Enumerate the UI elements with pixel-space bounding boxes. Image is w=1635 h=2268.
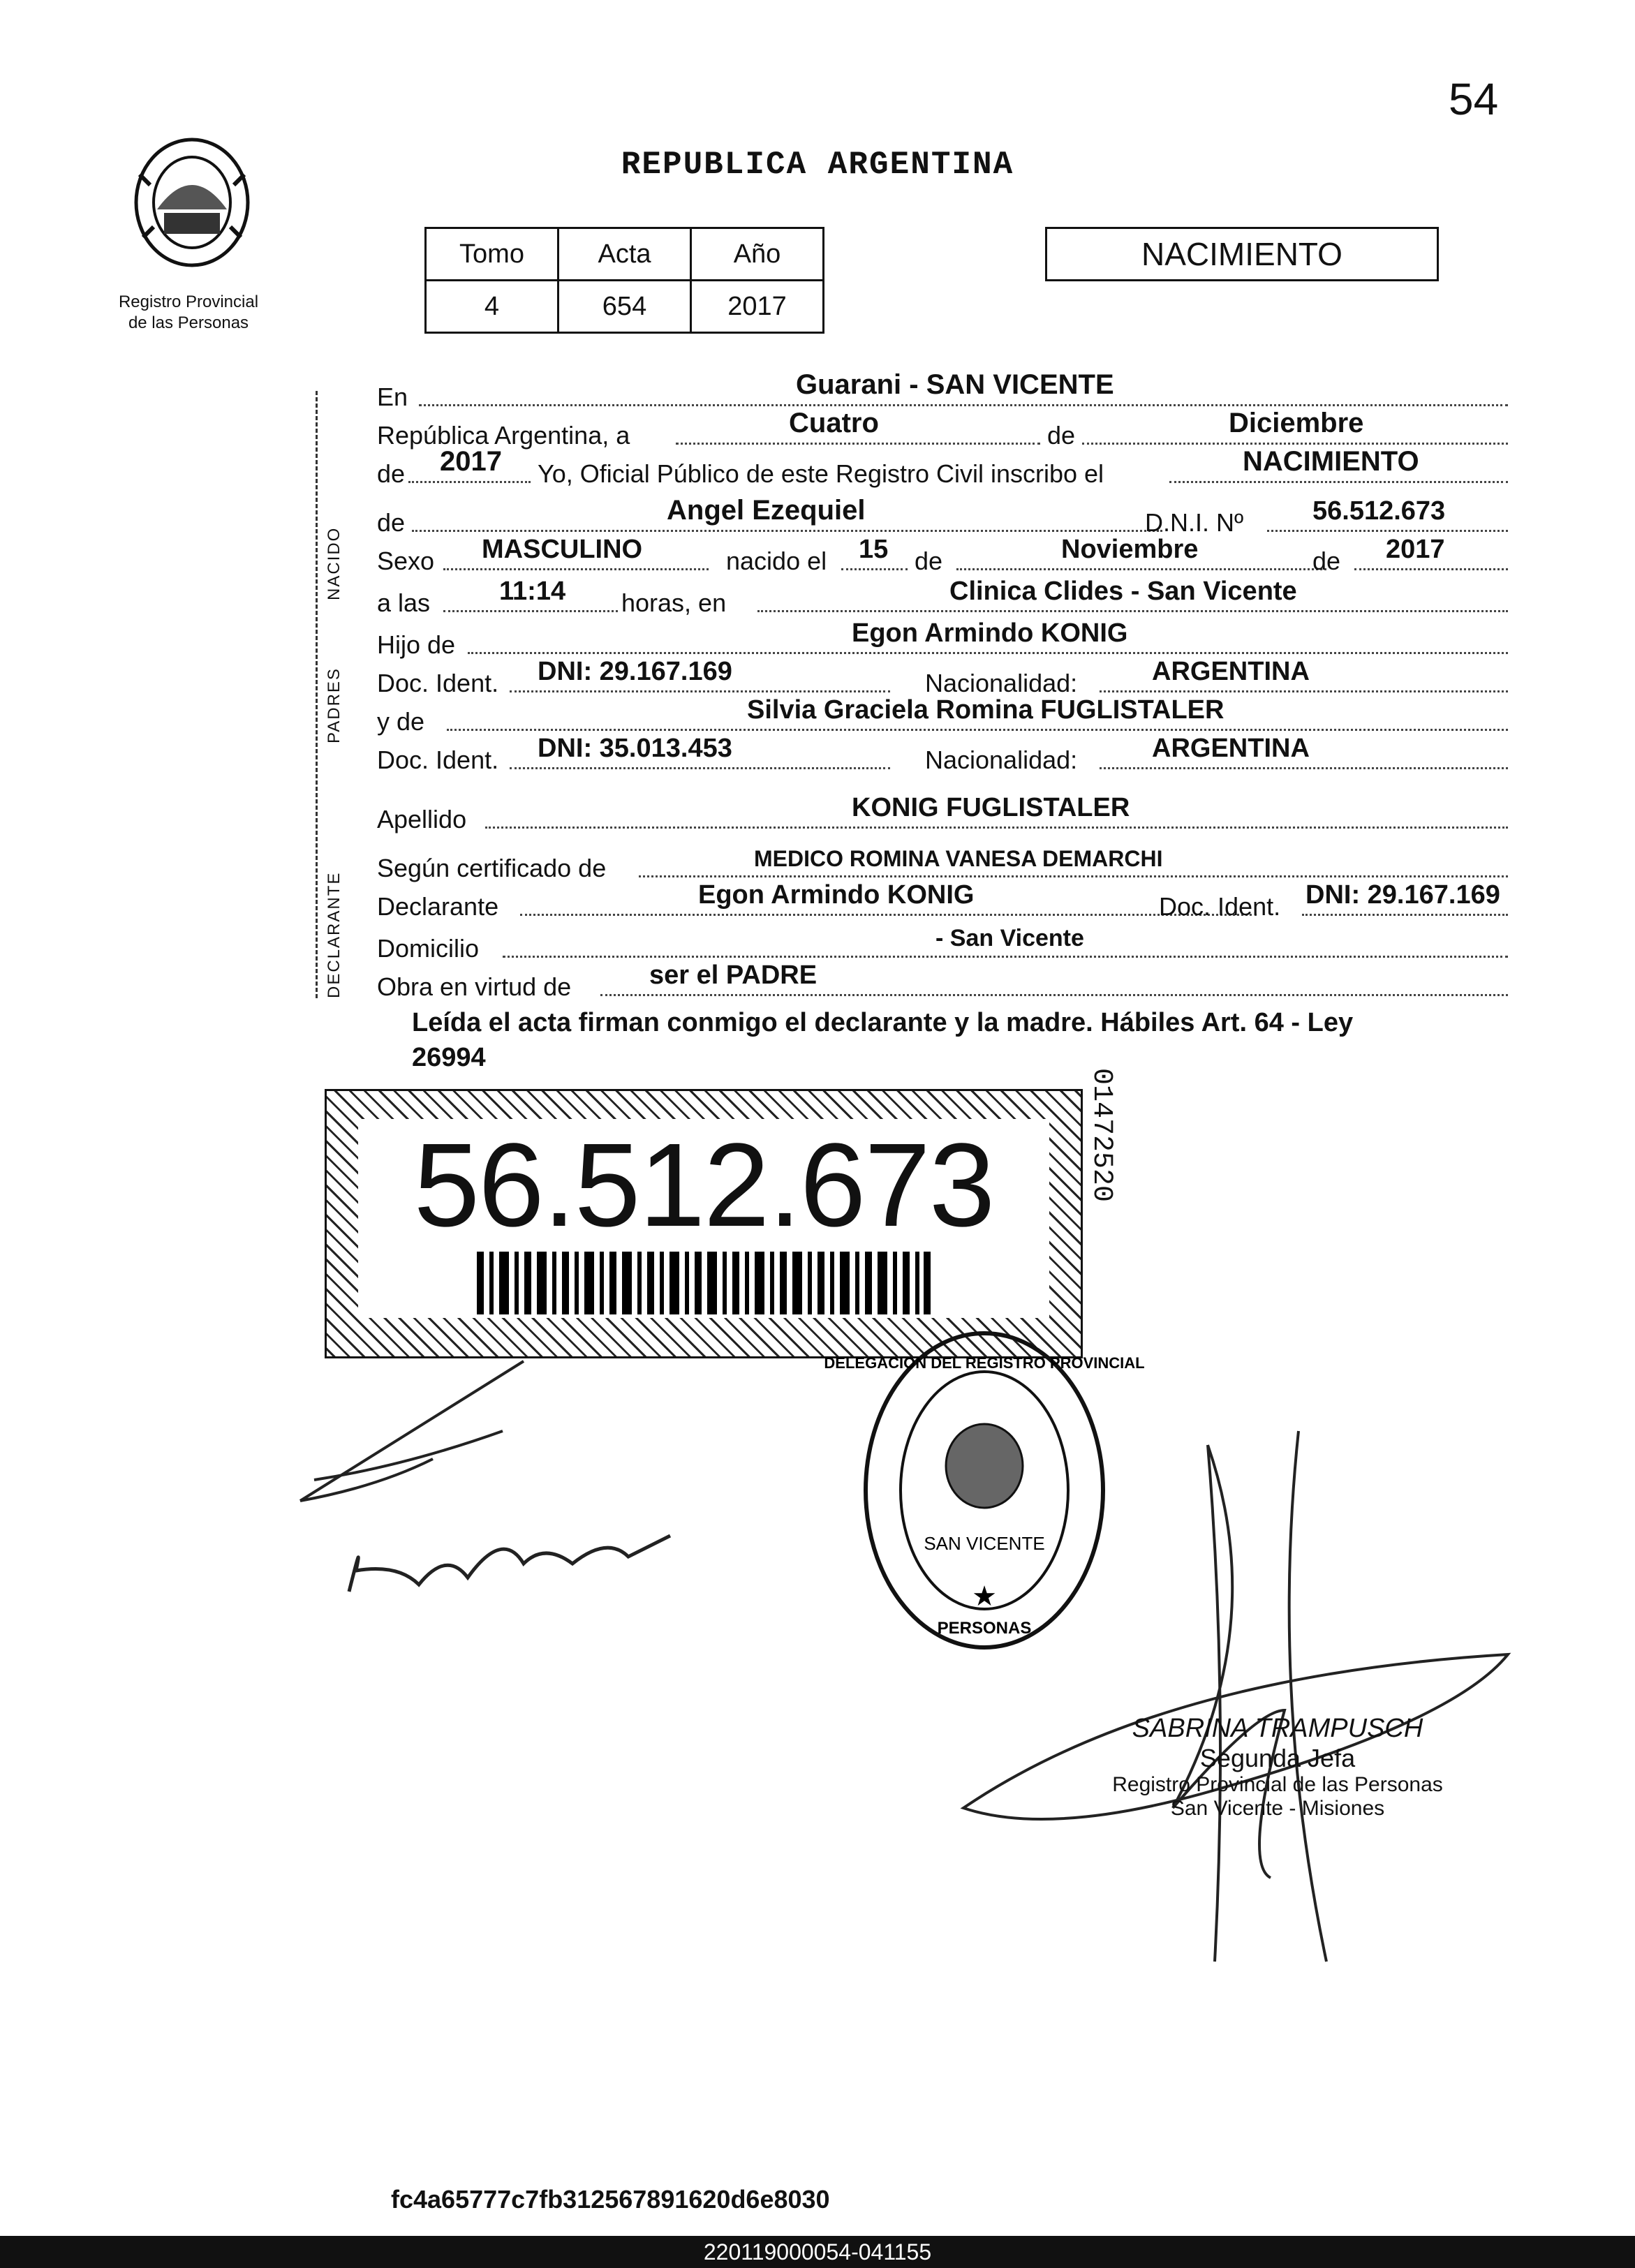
record-value-acta: 654 xyxy=(558,281,691,333)
field-label: Obra en virtud de xyxy=(377,972,572,1001)
form-row-madre-doc xyxy=(377,734,1508,775)
dotted-line xyxy=(1169,481,1508,483)
dotted-line xyxy=(1267,530,1508,532)
record-header-tomo: Tomo xyxy=(426,228,558,281)
dotted-line xyxy=(757,610,1508,612)
form-row-nombre xyxy=(377,495,1508,538)
dotted-line xyxy=(468,652,1508,654)
field-value-hora: 11:14 xyxy=(499,577,566,606)
record-header-anio: Año xyxy=(691,228,824,281)
field-label: Domicilio xyxy=(377,934,480,963)
field-value-certificado: MEDICO ROMINA VANESA DEMARCHI xyxy=(754,846,1163,871)
closing-line: Leída el acta firman conmigo el declarante y la madre. Hábiles Art. 64 - Ley xyxy=(412,1008,1354,1037)
field-value-padre-nac: ARGENTINA xyxy=(1152,657,1310,686)
officer-location: San Vicente - Misiones xyxy=(1170,1797,1385,1820)
officer-signature xyxy=(880,1417,1550,1989)
field-value-sexo: MASCULINO xyxy=(482,535,643,564)
record-header-acta: Acta xyxy=(558,228,691,281)
officer-name: SABRINA TRAMPUSCH xyxy=(1132,1714,1423,1743)
form-row-sexo xyxy=(377,535,1508,576)
dotted-line xyxy=(443,568,709,570)
star-icon: ★ xyxy=(972,1581,997,1612)
field-label: Declarante xyxy=(377,892,499,921)
dotted-line xyxy=(419,404,1508,406)
field-value-domicilio: - San Vicente xyxy=(935,925,1084,951)
field-value-tipo: NACIMIENTO xyxy=(1243,446,1419,477)
form-row-declarante xyxy=(377,880,1508,921)
form-row-en xyxy=(377,369,1508,412)
form-row-fecha xyxy=(377,408,1508,450)
closing-line: 26994 xyxy=(412,1043,486,1072)
dotted-line xyxy=(841,568,908,570)
barcode-inner xyxy=(358,1119,1049,1318)
field-label: y de xyxy=(377,707,425,736)
form-row-padre-doc xyxy=(377,657,1508,698)
field-label: D.N.I. Nº xyxy=(1145,508,1244,537)
section-divider-line xyxy=(316,391,318,998)
dotted-line xyxy=(639,875,1508,877)
field-label: Doc. Ident. xyxy=(377,746,499,774)
record-table xyxy=(424,227,824,334)
field-label: de xyxy=(1047,421,1076,450)
field-label: a las xyxy=(377,588,431,617)
dotted-line xyxy=(1302,914,1508,916)
barcode-bars xyxy=(477,1252,931,1314)
officer-office: Registro Provincial de las Personas xyxy=(1112,1773,1443,1796)
field-label: de xyxy=(377,508,406,537)
field-label: Doc. Ident. xyxy=(1159,892,1281,921)
field-label: Nacionalidad: xyxy=(925,746,1078,774)
form-row-madre xyxy=(377,695,1508,736)
field-value-obra: ser el PADRE xyxy=(649,961,818,990)
barcode-number: 56.512.673 xyxy=(413,1119,994,1252)
field-value-mes: Diciembre xyxy=(1229,408,1364,438)
field-label: Doc. Ident. xyxy=(377,669,499,697)
document-hash: fc4a65777c7fb312567891620d6e8030 xyxy=(391,2185,830,2214)
form-row-padre xyxy=(377,618,1508,660)
stamp-top-text: DELEGACION DEL REGISTRO PROVINCIAL xyxy=(824,1354,1145,1372)
field-value-dni: 56.512.673 xyxy=(1312,496,1446,526)
officer-block xyxy=(1103,1714,1452,1821)
section-label-nacido: NACIDO xyxy=(325,526,343,600)
form-row-domicilio xyxy=(377,925,1508,963)
dotted-line xyxy=(510,767,890,769)
handwritten-signature xyxy=(293,1354,796,1633)
dotted-line xyxy=(443,610,618,612)
field-value-padre-doc: DNI: 29.167.169 xyxy=(538,657,732,686)
stamp-bottom-text: PERSONAS xyxy=(937,1619,1032,1638)
field-value-dia: Cuatro xyxy=(789,408,879,438)
record-type-box: NACIMIENTO xyxy=(1045,227,1439,281)
section-label-padres: PADRES xyxy=(325,667,343,743)
field-value-madre-doc: DNI: 35.013.453 xyxy=(538,734,732,763)
barcode-side-code: 01472520 xyxy=(1086,1068,1117,1203)
field-value-nac-dia: 15 xyxy=(859,535,889,564)
section-label-declarante: DECLARANTE xyxy=(325,871,343,998)
form-row-obra xyxy=(377,961,1508,1002)
closing-statement xyxy=(412,1005,1487,1075)
dotted-line xyxy=(485,827,1508,829)
officer-role: Segunda Jefa xyxy=(1199,1744,1356,1772)
stamp-center-text: SAN VICENTE xyxy=(924,1533,1045,1554)
field-label: Yo, Oficial Público de este Registro Civil inscribo el xyxy=(538,459,1104,488)
dotted-line xyxy=(1100,767,1508,769)
dotted-line xyxy=(447,729,1508,731)
field-value-nac-anio: 2017 xyxy=(1386,535,1445,564)
dotted-line xyxy=(412,530,1162,532)
field-label: Según certificado de xyxy=(377,854,607,882)
field-value-padre: Egon Armindo KONIG xyxy=(852,618,1128,648)
field-value-lugar: Clinica Clides - San Vicente xyxy=(949,577,1297,606)
field-value-nac-mes: Noviembre xyxy=(1061,535,1199,564)
field-value-anio: 2017 xyxy=(440,446,502,477)
field-value-madre: Silvia Graciela Romina FUGLISTALER xyxy=(747,695,1225,725)
field-label: República Argentina, a xyxy=(377,421,630,450)
field-value-madre-nac: ARGENTINA xyxy=(1152,734,1310,763)
field-label: Nacionalidad: xyxy=(925,669,1078,697)
field-label: En xyxy=(377,383,408,411)
form-row-apellido xyxy=(377,793,1508,834)
dotted-line xyxy=(956,568,1326,570)
form-row-certificado xyxy=(377,848,1508,883)
dotted-line xyxy=(520,914,1257,916)
dotted-line xyxy=(408,481,531,483)
dotted-line xyxy=(510,690,890,692)
seal-caption xyxy=(98,292,279,334)
field-value-nombre: Angel Ezequiel xyxy=(667,495,866,526)
form-row-hora xyxy=(377,577,1508,618)
dotted-line xyxy=(1100,690,1508,692)
field-label: de xyxy=(915,547,943,575)
record-value-tomo: 4 xyxy=(426,281,558,333)
field-value-declarante-doc: DNI: 29.167.169 xyxy=(1305,880,1500,910)
field-label: Sexo xyxy=(377,547,435,575)
barcode-label xyxy=(325,1089,1083,1358)
field-label: Apellido xyxy=(377,805,467,833)
field-value-declarante: Egon Armindo KONIG xyxy=(698,880,975,910)
field-label: horas, en xyxy=(621,588,727,617)
field-label: nacido el xyxy=(726,547,827,575)
provincial-seal-icon xyxy=(126,133,258,272)
dotted-line xyxy=(600,994,1508,996)
field-label: de xyxy=(377,459,406,488)
document-header-title: REPUBLICA ARGENTINA xyxy=(621,147,1014,183)
dotted-line xyxy=(503,956,1508,958)
dotted-line xyxy=(676,443,1040,445)
field-value-apellido: KONIG FUGLISTALER xyxy=(852,793,1130,822)
record-value-anio: 2017 xyxy=(691,281,824,333)
footer-code: 220119000054-041155 xyxy=(0,2236,1635,2268)
page-number: 54 xyxy=(1449,74,1499,124)
form-row-inscripcion xyxy=(377,446,1508,489)
dotted-line xyxy=(1354,568,1508,570)
seal-caption-line: Registro Provincial xyxy=(118,292,259,311)
field-label: Hijo de xyxy=(377,630,456,659)
field-value-en: Guarani - SAN VICENTE xyxy=(796,369,1114,400)
seal-caption-line: de las Personas xyxy=(128,313,249,332)
field-label: de xyxy=(1312,547,1341,575)
dotted-line xyxy=(1082,443,1508,445)
